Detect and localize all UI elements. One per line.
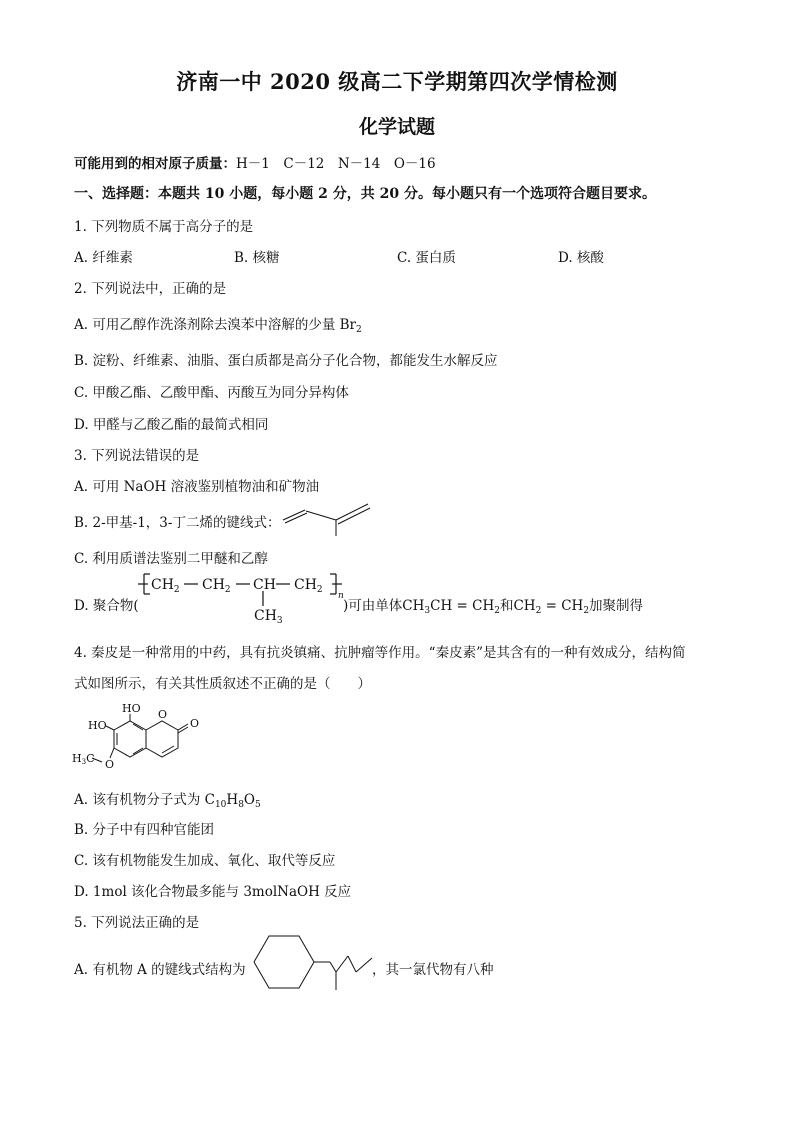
q3-option-d-rest — [343, 594, 643, 616]
polymer-ch2-1-sub: 2 — [173, 585, 180, 595]
fraxetin-structure — [72, 700, 222, 778]
polymer-ch2-1: CH — [151, 577, 174, 593]
polymer-ch: CH — [253, 577, 276, 593]
q1-stem: 1. 下列物质不属于高分子的是 — [74, 219, 254, 235]
section-heading: 一、选择题：本题共 10 小题，每小题 2 分，共 20 分。每小题只有一个选项符合题目要求。 — [74, 186, 656, 202]
q4-option-a — [74, 788, 261, 810]
q1-option-d: D. 核酸 — [558, 250, 604, 266]
q4-a-s2: 8 — [238, 800, 244, 810]
polymer-ch2-2: CH — [202, 577, 225, 593]
q3-d-m1s: 3 — [424, 606, 431, 616]
polymer-ch2-3-sub: 2 — [316, 585, 323, 595]
q4-option-b: B. 分子中有四种官能团 — [74, 822, 215, 838]
atomic-masses-label: 可能用到的相对原子质量： — [74, 156, 236, 172]
q3-option-b: B. 2-甲基-1，3-丁二烯的键线式： — [74, 515, 281, 531]
q2-option-c: C. 甲酸乙酯、乙酸甲酯、丙酸互为同分异构体 — [74, 385, 349, 401]
q4-a-h: H — [226, 792, 239, 808]
q1-option-c: C. 蛋白质 — [397, 250, 456, 266]
methyl-h-sub: 3 — [81, 758, 87, 766]
polymer-ch3: CH — [254, 608, 277, 624]
q3-d-m2s: 2 — [494, 606, 500, 616]
q3-d-post: )可由单体 — [343, 598, 403, 614]
q5-option-a-suffix: ，其一氯代物有八种 — [372, 962, 494, 978]
ring-oxygen-label: O — [158, 708, 168, 721]
polymer-ch2-2-sub: 2 — [224, 585, 231, 595]
methyl-c-label: C — [86, 752, 95, 765]
q4-option-a-text: A. 该有机物分子式为 C — [74, 792, 215, 808]
q3-option-d-prefix: D. 聚合物( — [74, 598, 139, 614]
q3-d-and: 和 — [499, 598, 514, 614]
polymer-structure — [136, 566, 348, 626]
page-subtitle: 化学试题 — [358, 116, 435, 138]
q2-stem: 2. 下列说法中，正确的是 — [74, 281, 227, 297]
q3-d-m1: CH — [402, 598, 425, 614]
q3-d-m3: CH — [513, 598, 536, 614]
q5-stem: 5. 下列说法正确的是 — [74, 915, 200, 931]
polymer-ch3-sub: 3 — [276, 616, 283, 626]
q4-stem-line2: 式如图所示，有关其性质叙述不正确的是（ ） — [74, 676, 371, 692]
q1-option-b: B. 核糖 — [234, 250, 280, 266]
q3-d-m4s: 2 — [583, 606, 590, 616]
svg-text:H3C — [72, 752, 94, 766]
atomic-masses-line — [74, 152, 436, 172]
q4-option-d: D. 1mol 该化合物最多能与 3molNaOH 反应 — [74, 884, 352, 900]
svg-text:CH2 — [151, 577, 180, 595]
q3-option-a: A. 可用 NaOH 溶液鉴别植物油和矿物油 — [74, 479, 320, 495]
q4-a-s1: 10 — [214, 800, 227, 810]
q2-option-a — [74, 313, 362, 335]
q4-a-s3: 5 — [255, 800, 261, 810]
page-title: 济南一中 2020 级高二下学期第四次学情检测 — [176, 69, 618, 94]
q5-option-a-prefix: A. 有机物 A 的键线式结构为 — [74, 962, 246, 978]
svg-text:CH2 — [294, 577, 323, 595]
hydroxyl-1-label: HO — [122, 702, 141, 715]
q2-option-d: D. 甲醛与乙酸乙酯的最简式相同 — [74, 417, 269, 433]
q3-option-c: C. 利用质谱法鉴别二甲醚和乙醇 — [74, 551, 268, 567]
q4-a-o: O — [243, 792, 255, 808]
polymer-n: n — [338, 591, 344, 601]
q1-option-a: A. 纤维素 — [74, 250, 133, 266]
q4-option-c: C. 该有机物能发生加成、氧化、取代等反应 — [74, 853, 336, 869]
q2-option-a-text: A. 可用乙醇作洗涤剂除去溴苯中溶解的少量 Br — [74, 317, 356, 333]
svg-text:CH3 — [254, 608, 283, 626]
q3-d-m2: CH = CH — [430, 598, 495, 614]
q2-option-a-subscript: 2 — [356, 325, 362, 335]
q3-d-m3s: 2 — [535, 606, 542, 616]
q2-option-b: B. 淀粉、纤维素、油脂、蛋白质都是高分子化合物，都能发生水解反应 — [74, 353, 498, 369]
q3-d-end: 加聚制得 — [589, 598, 644, 614]
methyl-h-label: H — [72, 752, 82, 765]
q3-d-m4: = CH — [541, 598, 584, 614]
q3-stem: 3. 下列说法错误的是 — [74, 448, 200, 464]
isoprene-skeletal-structure — [280, 498, 376, 538]
methoxy-oxygen-label: O — [105, 758, 115, 771]
polymer-ch2-3: CH — [294, 577, 317, 593]
q4-stem-line1: 4. 秦皮是一种常用的中药，具有抗炎镇痛、抗肿瘤等作用。“秦皮素”是其含有的一种有效成分，结构简 — [74, 645, 686, 661]
atomic-masses-values: H－1 C－12 N－14 O－16 — [236, 156, 436, 172]
carbonyl-oxygen-label: O — [190, 717, 200, 730]
hydroxyl-2-label: HO — [88, 719, 107, 732]
svg-text:CH2 — [202, 577, 231, 595]
q5-skeletal-structure — [250, 930, 376, 996]
